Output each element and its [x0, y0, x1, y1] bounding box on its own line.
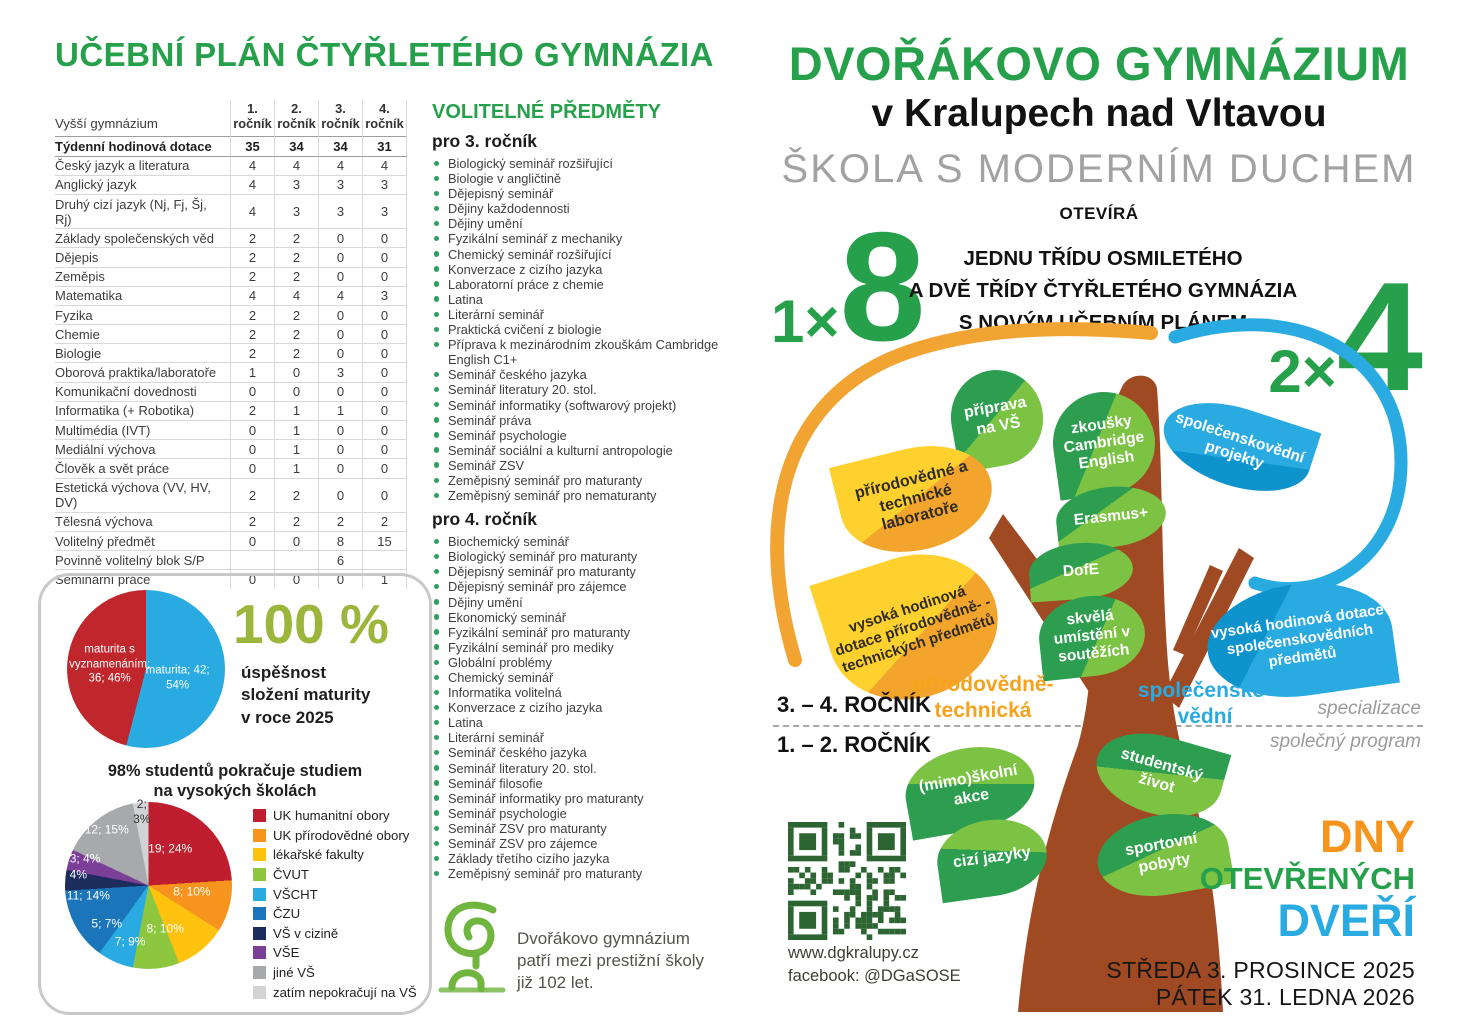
opens-line: S NOVÝM UČEBNÍM PLÁNEM [958, 311, 1248, 335]
table-row [55, 531, 407, 550]
pie-slice-label: 12; 15% [84, 822, 129, 837]
legend-swatch [253, 966, 266, 979]
elective-item: Seminář psychologie [432, 428, 728, 443]
subject-label: Anglický jazyk [55, 175, 231, 194]
hours-cell: 4 [275, 156, 319, 175]
hours-cell: 0 [319, 325, 363, 344]
hours-cell: 0 [363, 459, 407, 478]
table-row [55, 382, 407, 401]
hours-cell: 1 [319, 401, 363, 420]
table-row [55, 478, 407, 512]
hours-cell: 2 [275, 248, 319, 267]
elective-item: Konverzace z cizího jazyka [432, 262, 728, 277]
hours-cell: 2 [275, 478, 319, 512]
elective-item: Fyzikální seminář z mechaniky [432, 231, 728, 246]
elective-item: Seminář českého jazyka [432, 367, 728, 382]
table-corner-header: Vyšší gymnázium [55, 116, 158, 132]
hours-cell: 2 [231, 325, 275, 344]
legend-label: ČZU [273, 906, 301, 922]
table-row [55, 512, 407, 531]
leaf-label: sportovní pobyty [1123, 830, 1199, 877]
electives-list [432, 534, 728, 881]
hours-cell: 1 [363, 570, 407, 589]
pie-slice-label: 19; 24% [148, 841, 193, 856]
open-days-word-1: DNY [1319, 811, 1415, 862]
hours-cell: 2 [231, 305, 275, 324]
pie-slice-label: 11; 14% [66, 888, 110, 903]
hours-cell: 1 [275, 421, 319, 440]
elective-item: Seminář informatiky (softwarový projekt) [432, 398, 728, 413]
facebook-text: facebook: @DGaSOSE [788, 967, 961, 985]
hours-cell: 0 [363, 421, 407, 440]
hours-cell: 3 [319, 175, 363, 194]
hours-cell: 3 [363, 194, 407, 228]
specialization-label: specializace [1317, 698, 1421, 719]
elective-item: Ekonomický seminář [432, 610, 728, 625]
hours-cell: 1 [275, 401, 319, 420]
elective-item: Seminář práva [432, 413, 728, 428]
subject-label: Volitelný předmět [55, 531, 231, 550]
badge-number: 8 [839, 200, 926, 373]
leaf-spolecenskovedni-projekty [1153, 386, 1322, 507]
hours-cell: 2 [275, 229, 319, 248]
elective-item: Dějepisný seminář [432, 186, 728, 201]
elective-item: Seminář ZSV pro maturanty [432, 821, 728, 836]
hours-cell [231, 551, 275, 570]
hours-cell: 2 [275, 267, 319, 286]
badge-prefix: 1× [771, 287, 840, 355]
hours-cell: 0 [319, 305, 363, 324]
leaf-label: Erasmus+ [1072, 504, 1149, 529]
right-page [733, 0, 1465, 1033]
column-header: 1. ročník [231, 100, 275, 137]
title-line: 98% studentů pokračuje studiem [107, 762, 363, 780]
elective-item: Seminář informatiky pro maturanty [432, 791, 728, 806]
hours-cell: 0 [319, 267, 363, 286]
legend-label: VŠCHT [273, 886, 318, 902]
legend-swatch [253, 888, 266, 901]
legend-swatch [253, 946, 266, 959]
table-row [55, 156, 407, 175]
electives-group-heading: pro 4. ročník [432, 509, 538, 530]
opens-label: OTEVÍRÁ [1059, 204, 1139, 223]
elective-item: Literární seminář [432, 307, 728, 322]
elective-item: Informatika volitelná [432, 685, 728, 700]
pie-legend [253, 806, 417, 1002]
hours-cell: 0 [363, 478, 407, 512]
leaf-label: vysoká hodinová dotace přírodovědně- -technických předmětů [832, 582, 997, 677]
subject-label: Základy společenských věd [55, 229, 231, 248]
hours-cell: 1 [231, 363, 275, 382]
electives-title: VOLITELNÉ PŘEDMĚTY [432, 101, 661, 123]
table-row [55, 267, 407, 286]
table-row [55, 175, 407, 194]
table-row [55, 305, 407, 324]
elective-item: Fyzikální seminář pro mediky [432, 640, 728, 655]
elective-item: Zeměpisný seminář pro maturanty [432, 866, 728, 881]
elective-item: Dějiny umění [432, 595, 728, 610]
table-row [55, 286, 407, 305]
legend-label: zatím nepokračují na VŠ [273, 984, 417, 1000]
hours-cell: 0 [319, 570, 363, 589]
hours-cell: 2 [275, 344, 319, 363]
elective-item: Literární seminář [432, 730, 728, 745]
maturita-pie [67, 590, 225, 748]
legend-item [253, 963, 417, 983]
hours-cell: 0 [319, 344, 363, 363]
open-days-word-2: OTEVŘENÝCH [1199, 861, 1415, 896]
electives-groups [432, 128, 728, 887]
leaf-zkousky-cambridge [1046, 385, 1161, 500]
subject-label: Chemie [55, 325, 231, 344]
pie-slice-label: 3; 4% [69, 851, 101, 866]
hours-cell: 0 [363, 363, 407, 382]
label-line: technická [934, 699, 1032, 723]
table-row [55, 137, 407, 156]
school-title: DVOŘÁKOVO GYMNÁZIUM [788, 37, 1410, 90]
leaf-label: studentský život [1118, 745, 1205, 797]
leaf-skvela-umisteni [1035, 591, 1149, 682]
hours-cell: 15 [363, 531, 407, 550]
subject-label: Informatika (+ Robotika) [55, 401, 231, 420]
hours-cell: 0 [363, 325, 407, 344]
hours-cell: 2 [231, 248, 275, 267]
hours-cell: 0 [231, 382, 275, 401]
elective-item: Fyzikální seminář pro maturanty [432, 625, 728, 640]
hours-cell: 4 [275, 286, 319, 305]
hours-cell: 4 [363, 156, 407, 175]
pie-slice-label: 2; 3% [133, 797, 151, 827]
open-day-date: PÁTEK 31. LEDNA 2026 [1155, 984, 1415, 1011]
elective-item: Příprava k mezinárodním zkouškám Cambridge English C1+ [432, 337, 728, 367]
hours-cell: 4 [319, 156, 363, 175]
hours-cell: 0 [275, 363, 319, 382]
elective-item: Seminář sociální a kulturní antropologie [432, 443, 728, 458]
elective-item: Latina [432, 715, 728, 730]
elective-item: Chemický seminář [432, 670, 728, 685]
hours-cell: 0 [319, 478, 363, 512]
stats-box [38, 573, 432, 1015]
elective-item: Biologie v angličtině [432, 171, 728, 186]
university-pie-title [41, 761, 429, 802]
hours-cell: 0 [363, 401, 407, 420]
hours-cell: 35 [231, 137, 275, 156]
open-day-date: STŘEDA 3. PROSINCE 2025 [1106, 957, 1415, 983]
caption-line: v roce 2025 [241, 707, 334, 727]
open-days-dates [1106, 957, 1415, 1011]
year-label-upper: 3. – 4. ROČNÍK [777, 692, 932, 717]
elective-item: Zeměpisný seminář pro nematuranty [432, 488, 728, 503]
subject-label: Zeměpis [55, 267, 231, 286]
leaf-label: společenskovědní projekty [1173, 408, 1307, 473]
hours-cell: 2 [363, 512, 407, 531]
hours-cell: 1 [275, 459, 319, 478]
hours-cell: 0 [363, 305, 407, 324]
subject-label: Biologie [55, 344, 231, 363]
hours-cell: 4 [231, 194, 275, 228]
elective-item: Biologický seminář pro maturanty [432, 549, 728, 564]
hours-cell: 0 [231, 570, 275, 589]
elective-item: Konverzace z cizího jazyka [432, 700, 728, 715]
elective-item: Seminář filosofie [432, 776, 728, 791]
elective-item: Biologický seminář rozšiřující [432, 156, 728, 171]
pie-slice-label: 5; 7% [91, 916, 123, 931]
table-row [55, 229, 407, 248]
pie-slice-label: 8; 10% [173, 884, 211, 899]
subject-label: Tělesná výchova [55, 512, 231, 531]
elective-item: Seminář literatury 20. stol. [432, 761, 728, 776]
table-row [55, 363, 407, 382]
hours-cell: 3 [275, 194, 319, 228]
elective-item: Biochemický seminář [432, 534, 728, 549]
electives-group-heading: pro 3. ročník [432, 131, 538, 151]
column-header: 3. ročník [319, 100, 363, 137]
elective-item: Chemický seminář rozšiřující [432, 247, 728, 262]
hours-cell: 3 [319, 363, 363, 382]
hours-cell: 0 [231, 421, 275, 440]
legend-label: jiné VŠ [273, 965, 315, 981]
pie-slice-label: maturita; 42; 54% [145, 665, 210, 692]
table-row [55, 248, 407, 267]
subject-label: Fyzika [55, 305, 231, 324]
hours-cell: 4 [231, 156, 275, 175]
legend-item [253, 943, 417, 963]
legend-label: lékařské fakulty [273, 847, 364, 863]
success-rate-headline: 100 % [233, 593, 389, 655]
hours-cell: 3 [319, 194, 363, 228]
open-days-block [1106, 811, 1415, 1011]
open-days-word-3: DVEŘÍ [1277, 895, 1415, 946]
university-pie [56, 797, 232, 969]
hours-cell: 2 [275, 325, 319, 344]
hours-cell: 0 [231, 459, 275, 478]
label-line: společensko- [1137, 679, 1273, 702]
legend-item [253, 924, 417, 944]
table-row [55, 325, 407, 344]
table-row [55, 459, 407, 478]
hours-cell: 2 [231, 267, 275, 286]
hours-cell [363, 551, 407, 570]
leaf-label: přírodovědné a technické laboratoře [853, 457, 970, 535]
elective-item: Laboratorní práce z chemie [432, 277, 728, 292]
leaf-label: příprava na VŠ [962, 393, 1028, 439]
legend-swatch [253, 848, 266, 861]
hours-cell: 0 [319, 248, 363, 267]
hours-cell: 3 [363, 175, 407, 194]
label-line: přírodovědně- [912, 673, 1054, 696]
hours-cell: 0 [319, 459, 363, 478]
legend-swatch [253, 927, 266, 940]
hours-cell: 0 [275, 531, 319, 550]
table-row [55, 440, 407, 459]
subject-label: Český jazyk a literatura [55, 156, 231, 175]
school-tagline: ŠKOLA S MODERNÍM DUCHEM [781, 147, 1417, 191]
footer-note: Dvořákovo gymnázium patří mezi prestižní školy již 102 let. [517, 929, 705, 993]
legend-item [253, 845, 417, 865]
hours-cell: 2 [275, 305, 319, 324]
social-branch-label [1125, 678, 1285, 731]
subject-label: Multimédia (IVT) [55, 421, 231, 440]
subject-label: Komunikační dovednosti [55, 382, 231, 401]
legend-swatch [253, 829, 266, 842]
hours-cell: 4 [231, 175, 275, 194]
legend-item [253, 884, 417, 904]
elective-item: Základy třetího cizího jazyka [432, 851, 728, 866]
subject-label: Dějepis [55, 248, 231, 267]
subject-label: Seminární práce [55, 570, 231, 589]
elective-item: Seminář ZSV [432, 458, 728, 473]
leaf-label: vysoká hodinová dotace společenskovědních předmětů [1210, 601, 1385, 671]
hours-cell: 4 [231, 286, 275, 305]
school-logo-icon [437, 897, 509, 993]
hours-cell: 8 [319, 531, 363, 550]
subject-label: Povinně volitelný blok S/P [55, 551, 231, 570]
elective-item: Praktická cvičení z biologie [432, 322, 728, 337]
hours-cell: 0 [363, 344, 407, 363]
table-row [55, 194, 407, 228]
hours-cell: 2 [231, 229, 275, 248]
hours-cell: 0 [275, 382, 319, 401]
hours-cell: 31 [363, 137, 407, 156]
elective-item: Dějiny každodennosti [432, 201, 728, 216]
legend-item [253, 982, 417, 1002]
elective-item: Latina [432, 292, 728, 307]
hours-cell: 3 [363, 286, 407, 305]
caption-line: úspěšnost [241, 663, 327, 682]
table-row [55, 421, 407, 440]
opens-line: A DVĚ TŘÍDY ČTYŘLETÉHO GYMNÁZIA [908, 279, 1298, 303]
leaf-label: (mimo)školní akce [917, 761, 1019, 809]
hours-cell: 2 [319, 512, 363, 531]
hours-cell: 0 [363, 382, 407, 401]
hours-cell: 0 [363, 229, 407, 248]
subject-label: Člověk a svět práce [55, 459, 231, 478]
hours-cell: 2 [231, 344, 275, 363]
hours-cell: 0 [363, 440, 407, 459]
legend-item [253, 865, 417, 885]
hours-cell: 0 [319, 229, 363, 248]
curriculum-table-body [55, 137, 407, 589]
legend-label: VŠE [273, 945, 300, 961]
leaf-dofe [1027, 539, 1135, 602]
hours-cell: 0 [231, 440, 275, 459]
success-rate-caption [241, 662, 370, 729]
elective-item: Seminář ZSV pro zájemce [432, 836, 728, 851]
pie-slice-label: maturita s vyznamenáním; 36; 46% [69, 643, 151, 685]
hours-cell: 0 [363, 248, 407, 267]
hours-cell [275, 551, 319, 570]
leaf-label: zkoušky Cambridge English [1062, 411, 1146, 473]
elective-item: Dějepisný seminář pro maturanty [432, 564, 728, 579]
legend-swatch [253, 986, 266, 999]
elective-item: Globální problémy [432, 655, 728, 670]
common-program-label: společný program [1269, 731, 1421, 752]
legend-item [253, 826, 417, 846]
legend-item [253, 904, 417, 924]
page-title: UČEBNÍ PLÁN ČTYŘLETÉHO GYMNÁZIA [55, 36, 714, 73]
legend-swatch [253, 907, 266, 920]
elective-item: Dějiny umění [432, 216, 728, 231]
badge-number: 4 [1336, 250, 1423, 423]
pie-slice-label: 7; 9% [114, 934, 146, 949]
hours-cell: 2 [231, 401, 275, 420]
elective-item: Seminář psychologie [432, 806, 728, 821]
elective-item: Dějepisný seminář pro zájemce [432, 579, 728, 594]
legend-label: ČVUT [273, 867, 309, 883]
legend-item [253, 806, 417, 826]
hours-cell: 0 [363, 267, 407, 286]
subject-label: Týdenní hodinová dotace [55, 137, 231, 156]
qr-code [788, 822, 906, 940]
subject-label: Matematika [55, 286, 231, 305]
year-label-lower: 1. – 2. ROČNÍK [777, 732, 932, 757]
column-header: 2. ročník [275, 100, 319, 137]
school-subtitle: v Kralupech nad Vltavou [871, 92, 1327, 135]
leaf-label: skvělá umístění v soutěžích [1052, 606, 1131, 666]
elective-item: Zeměpisný seminář pro maturanty [432, 473, 728, 488]
subject-label: Oborová praktika/laboratoře [55, 363, 231, 382]
hours-cell: 4 [319, 286, 363, 305]
table-row [55, 551, 407, 570]
legend-label: UK přírodovědné obory [273, 827, 410, 843]
elective-item: Seminář českého jazyka [432, 745, 728, 760]
legend-swatch [253, 809, 266, 822]
hours-cell: 0 [319, 440, 363, 459]
legend-swatch [253, 868, 266, 881]
pie-slice-label: 8; 10% [146, 921, 184, 936]
hours-cell: 0 [319, 421, 363, 440]
hours-cell: 34 [319, 137, 363, 156]
curriculum-table [55, 100, 407, 589]
opens-line: JEDNU TŘÍDU OSMILETÉHO [963, 247, 1243, 270]
hours-cell: 6 [319, 551, 363, 570]
curriculum-table-head-row [55, 100, 407, 137]
electives-list [432, 156, 728, 503]
legend-label: VŠ v cizině [273, 925, 339, 941]
column-header: 4. ročník [363, 100, 407, 137]
hours-cell: 0 [275, 570, 319, 589]
subject-label: Druhý cizí jazyk (Nj, Fj, Šj, Rj) [55, 194, 231, 228]
table-row [55, 401, 407, 420]
leaf-label: DofE [1062, 560, 1100, 581]
elective-item: Seminář literatury 20. stol. [432, 382, 728, 397]
table-row [55, 344, 407, 363]
hours-cell: 0 [231, 531, 275, 550]
leaf-label: cizí jazyky [951, 843, 1032, 871]
label-line: vědní [1177, 705, 1233, 729]
title-line: na vysokých školách [153, 782, 317, 801]
hours-cell: 34 [275, 137, 319, 156]
hours-cell: 1 [275, 440, 319, 459]
pie-slice-label: 3; 4% [56, 867, 88, 882]
hours-cell: 2 [231, 512, 275, 531]
hours-cell: 3 [275, 175, 319, 194]
caption-line: složení maturity [241, 685, 371, 705]
website-text: www.dgkralupy.cz [788, 944, 919, 962]
hours-cell: 2 [275, 512, 319, 531]
subject-label: Mediální výchova [55, 440, 231, 459]
subject-label: Estetická výchova (VV, HV, DV) [55, 478, 231, 512]
hours-cell: 2 [231, 478, 275, 512]
badge-prefix: 2× [1268, 337, 1337, 405]
hours-cell: 0 [319, 382, 363, 401]
legend-label: UK humanitní obory [273, 808, 390, 824]
